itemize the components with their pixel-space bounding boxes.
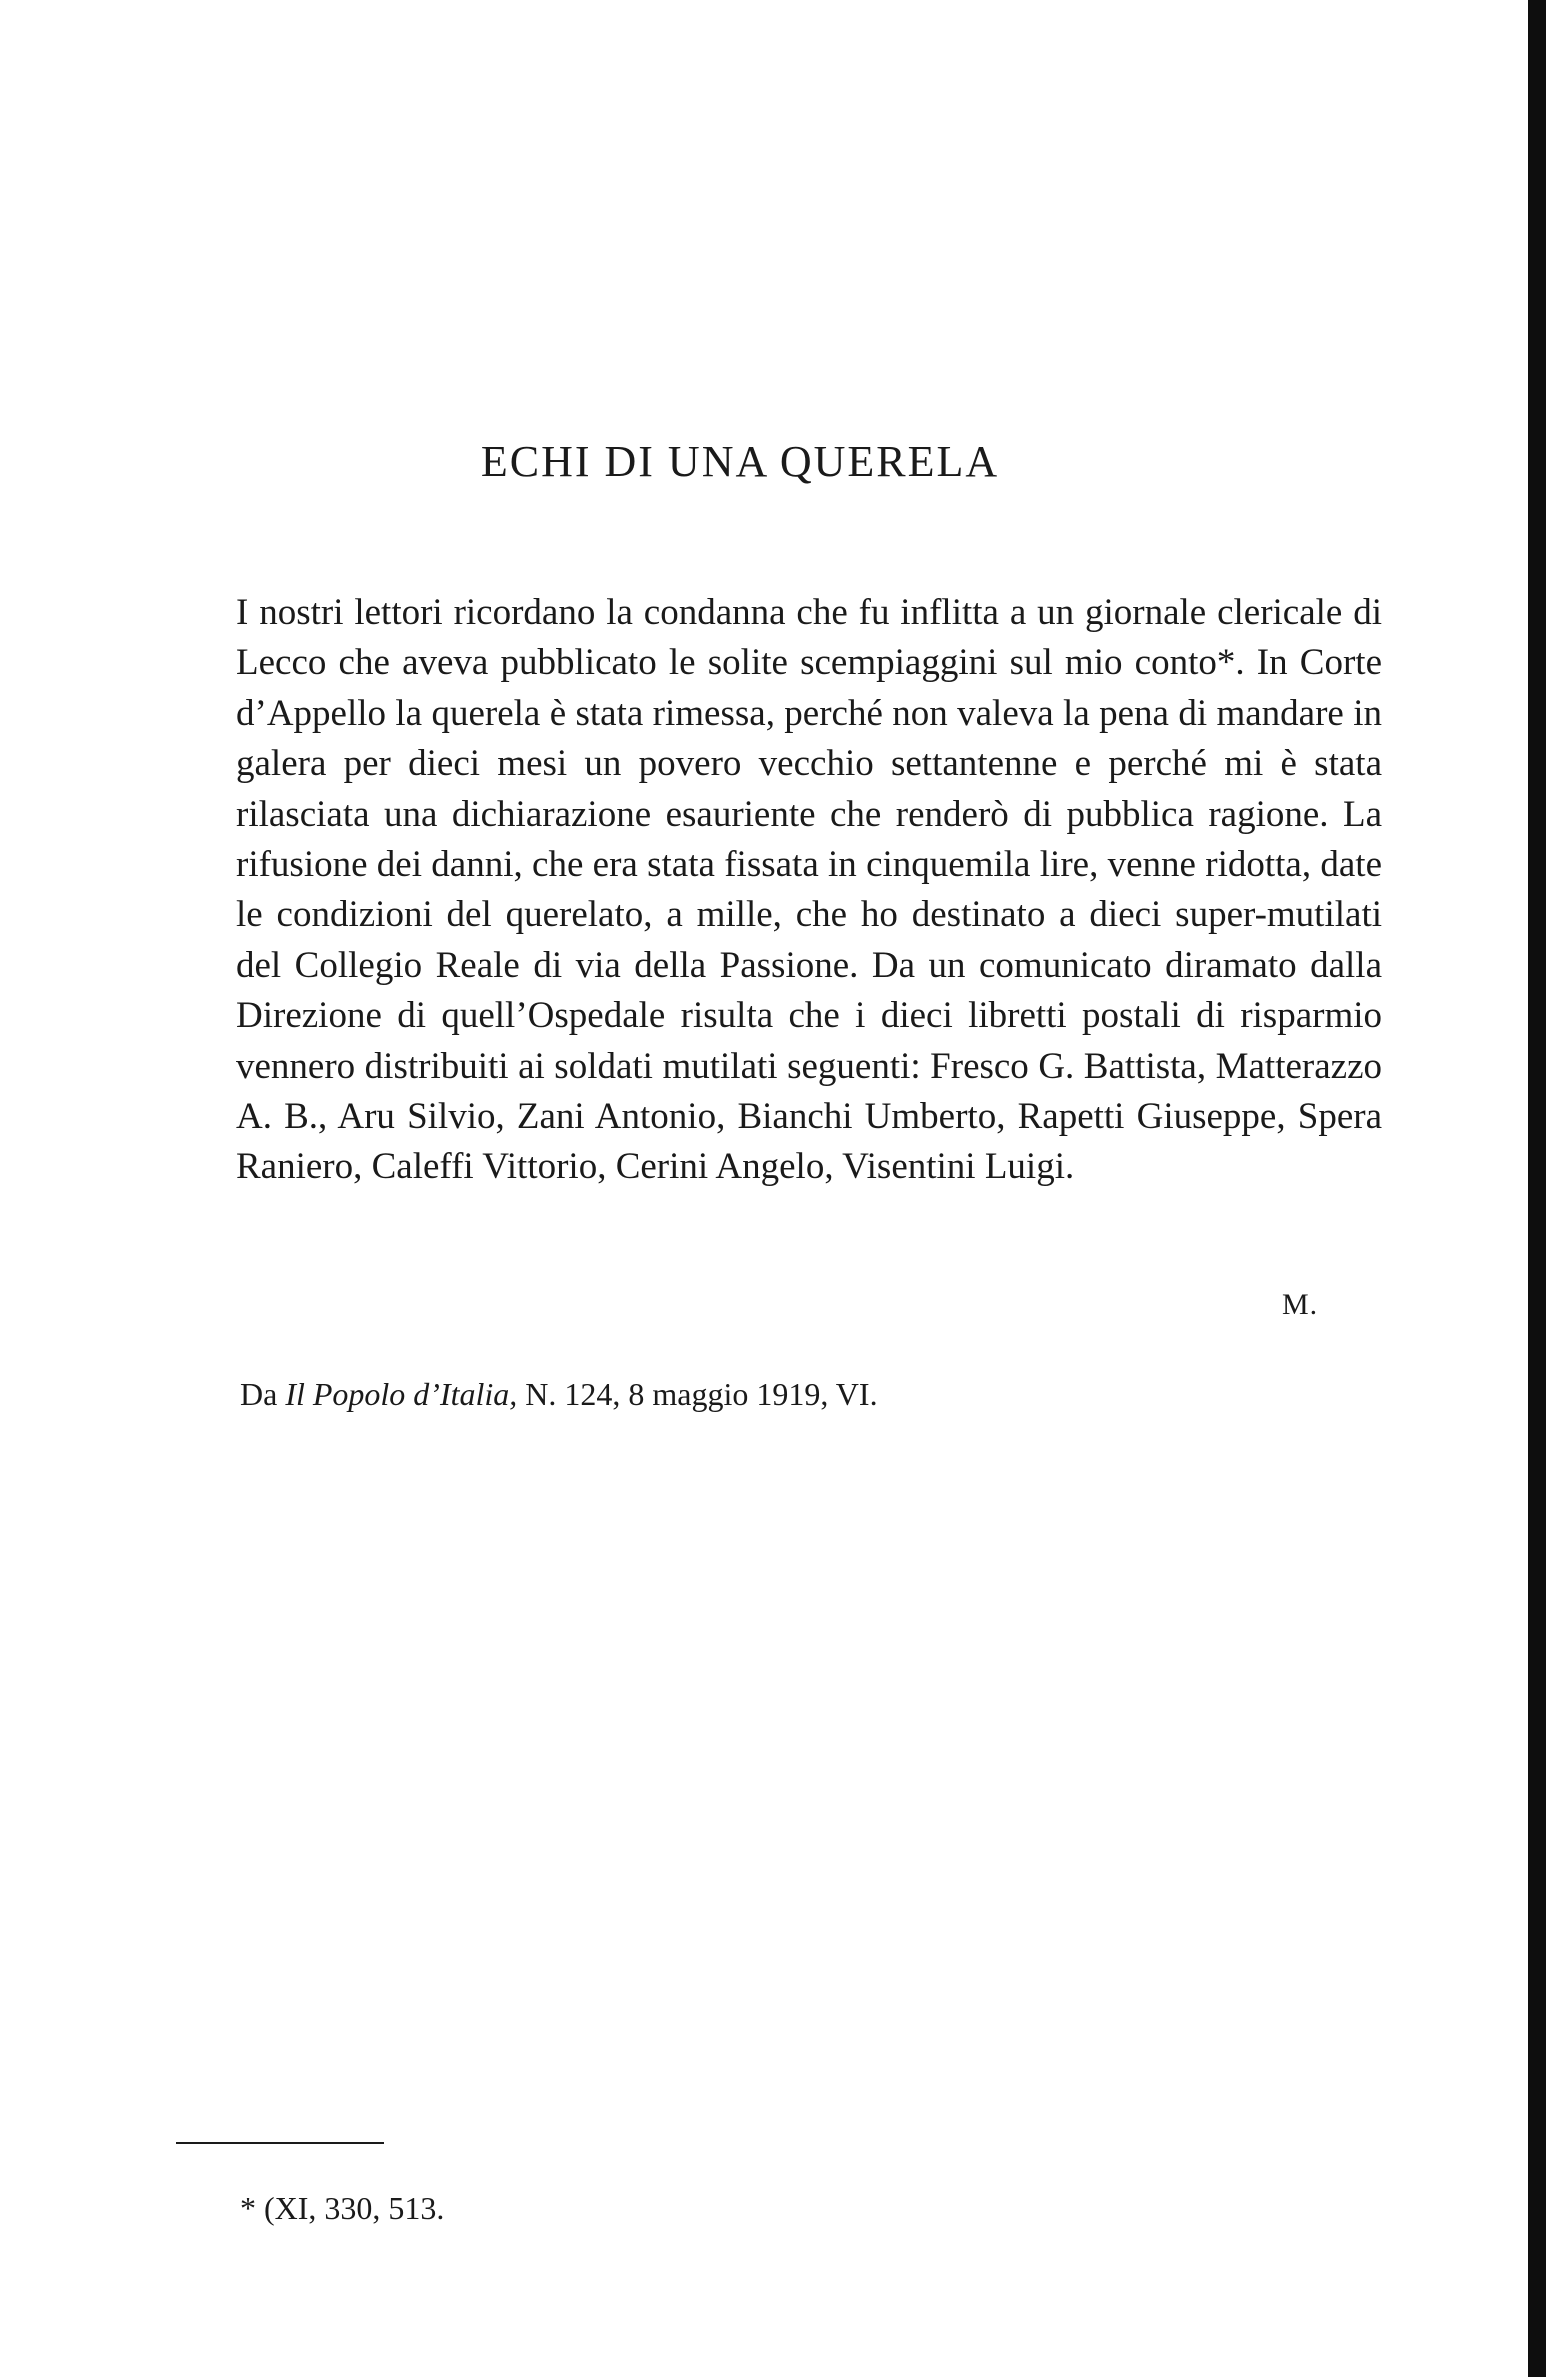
scan-edge-border: [1528, 0, 1546, 2377]
body-paragraph: I nostri lettori ricordano la condanna che fu inflitta a un giornale clericale di Lecco che aveva pubblicato le solite scempiaggini sul mio conto*. In Corte d’Appello la querela è stata rimessa, perché non valeva la pena di mandare in galera per dieci mesi un povero vecchio settantenne e perché mi è stata rilasciata una dichiarazione esauriente che renderò di pubblica ragione. La rifusione dei danni, che era stata fissata in cinquemila lire, venne ridotta, date le condizioni del querelato, a mille, che ho destinato a dieci super-mutilati del Collegio Reale di via della Passione. Da un comunicato diramato dalla Direzione di quell’Ospedale risulta che i dieci libretti postali di risparmio vennero distribuiti ai soldati mutilati seguenti: Fresco G. Battista, Matterazzo A. B., Aru Silvio, Zani Antonio, Bianchi Umberto, Rapetti Giuseppe, Spera Raniero, Caleffi Vittorio, Cerini Angelo, Visentini Luigi.: [236, 592, 1382, 1188]
source-publication: Il Popolo d’Italia,: [285, 1376, 518, 1412]
source-prefix: Da: [240, 1376, 278, 1412]
footnote: * (XI, 330, 513.: [240, 2190, 445, 2226]
article-body: [236, 588, 1382, 1193]
author-signature: M.: [1282, 1288, 1319, 1321]
source-details: N. 124, 8 maggio 1919, VI.: [525, 1376, 878, 1412]
article-title: ECHI DI UNA QUERELA: [480, 437, 1000, 486]
source-citation: [240, 1378, 878, 1410]
footnote-divider: [176, 2142, 384, 2144]
